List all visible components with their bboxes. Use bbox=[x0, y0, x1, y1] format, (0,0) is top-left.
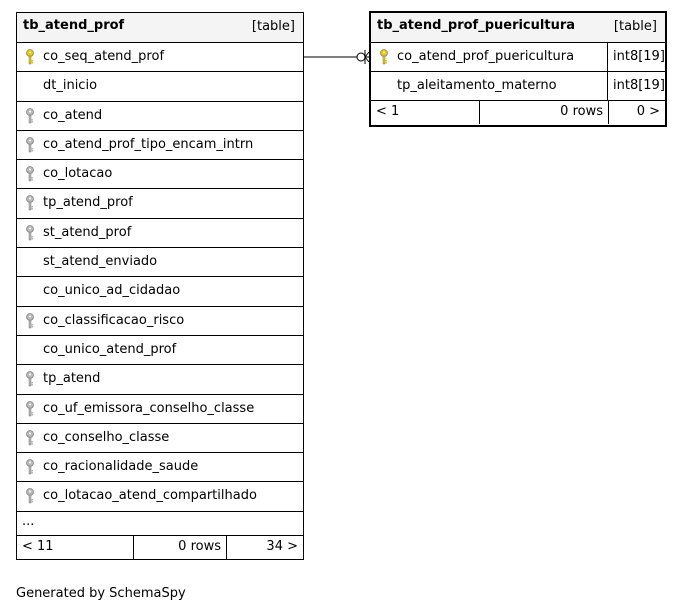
column-name: tp_atend bbox=[43, 371, 101, 387]
column-row[interactable] bbox=[17, 424, 303, 453]
table-footer bbox=[17, 536, 303, 560]
column-type: int8[19] bbox=[607, 43, 665, 71]
foreign-key-icon bbox=[25, 108, 35, 124]
foreign-key-icon bbox=[25, 488, 35, 504]
column-row[interactable] bbox=[17, 131, 303, 160]
column-row[interactable] bbox=[371, 43, 665, 72]
parents-count[interactable]: 0 > bbox=[636, 104, 660, 119]
foreign-key-icon bbox=[25, 137, 35, 153]
table-footer bbox=[371, 101, 665, 124]
column-name: tp_atend_prof bbox=[43, 195, 133, 211]
column-row[interactable] bbox=[17, 219, 303, 248]
column-name: co_classificacao_risco bbox=[43, 312, 185, 328]
column-row[interactable] bbox=[17, 336, 303, 365]
table-tb-atend-prof[interactable] bbox=[16, 12, 304, 560]
column-name: co_racionalidade_saude bbox=[43, 459, 199, 475]
column-type: int8[19] bbox=[607, 72, 665, 100]
column-name: co_atend bbox=[43, 107, 103, 123]
column-row[interactable] bbox=[17, 43, 303, 72]
foreign-key-icon bbox=[25, 401, 35, 417]
column-name: co_lotacao bbox=[43, 166, 113, 182]
table-tb-atend-prof-puericultura[interactable] bbox=[369, 11, 667, 127]
column-row[interactable] bbox=[17, 453, 303, 482]
column-row[interactable] bbox=[17, 395, 303, 424]
column-row[interactable] bbox=[17, 248, 303, 277]
generated-by-label: Generated by SchemaSpy bbox=[16, 586, 186, 601]
parents-count[interactable]: 34 > bbox=[266, 538, 298, 554]
more-columns-row bbox=[17, 512, 303, 536]
foreign-key-icon bbox=[25, 166, 35, 182]
table-header bbox=[17, 13, 303, 43]
column-name: st_atend_enviado bbox=[43, 254, 158, 270]
column-name: co_unico_atend_prof bbox=[43, 341, 177, 357]
column-row[interactable] bbox=[17, 102, 303, 131]
column-row[interactable] bbox=[17, 72, 303, 101]
primary-key-icon bbox=[25, 49, 35, 65]
column-row[interactable] bbox=[371, 72, 665, 101]
column-name: tp_aleitamento_materno bbox=[397, 78, 557, 93]
table-kind: [table] bbox=[251, 19, 295, 34]
column-row[interactable] bbox=[17, 160, 303, 189]
table-name[interactable]: tb_atend_prof_puericultura bbox=[377, 18, 576, 33]
children-count[interactable]: < 11 bbox=[22, 538, 54, 554]
column-name: co_unico_ad_cidadao bbox=[43, 283, 181, 299]
column-name: co_lotacao_atend_compartilhado bbox=[43, 488, 257, 504]
column-row[interactable] bbox=[17, 189, 303, 218]
children-count[interactable]: < 1 bbox=[376, 104, 400, 119]
column-name: co_seq_atend_prof bbox=[43, 49, 165, 64]
column-row[interactable] bbox=[17, 277, 303, 306]
column-row[interactable] bbox=[17, 365, 303, 394]
column-name: co_atend_prof_tipo_encam_intrn bbox=[43, 136, 254, 152]
column-name: st_atend_prof bbox=[43, 224, 132, 240]
foreign-key-icon bbox=[25, 371, 35, 387]
row-count: 0 rows bbox=[479, 101, 609, 124]
column-name: dt_inicio bbox=[43, 78, 98, 94]
table-kind: [table] bbox=[613, 19, 657, 34]
column-name: co_conselho_classe bbox=[43, 429, 170, 445]
foreign-key-icon bbox=[25, 313, 35, 329]
column-name: co_atend_prof_puericultura bbox=[397, 49, 575, 64]
foreign-key-icon bbox=[25, 195, 35, 211]
foreign-key-icon bbox=[25, 459, 35, 475]
foreign-key-icon bbox=[25, 430, 35, 446]
foreign-key-icon bbox=[25, 225, 35, 241]
column-row[interactable] bbox=[17, 482, 303, 511]
primary-key-icon bbox=[379, 49, 389, 65]
column-row[interactable] bbox=[17, 307, 303, 336]
row-count: 0 rows bbox=[133, 536, 227, 560]
table-header bbox=[371, 13, 665, 43]
column-name: co_uf_emissora_conselho_classe bbox=[43, 400, 255, 416]
more-columns-indicator: ... bbox=[22, 513, 35, 529]
table-name[interactable]: tb_atend_prof bbox=[23, 18, 125, 33]
